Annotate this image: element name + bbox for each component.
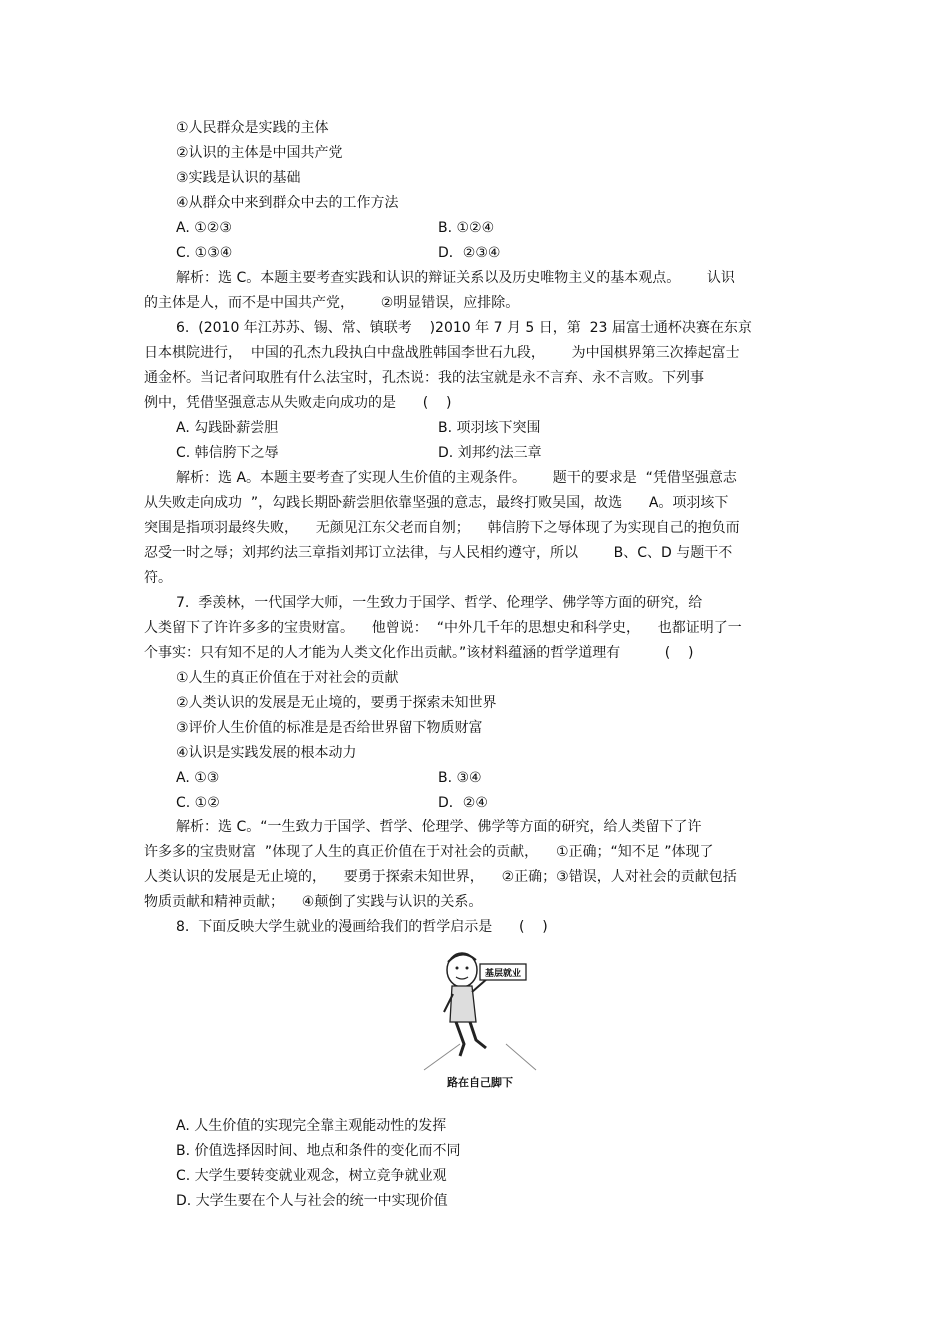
q6-analysis-line-3: 突围是指项羽最终失败， 无颜见江东父老而自刎； 韩信胯下之辱体现了为实现自己的抱负而 bbox=[144, 520, 740, 536]
q7-item-1: ①人生的真正价值在于对社会的贡献 bbox=[176, 670, 399, 686]
q7-stem-line-2: 人类留下了许许多多的宝贵财富。 他曾说： “中外几千年的思想史和科学史， 也都证明了一 bbox=[144, 620, 742, 636]
q7-option-b: B. ③④ bbox=[438, 770, 482, 786]
q7-stem-line-3: 个事实：只有知不足的人才能为人类文化作出贡献。”该材料蕴涵的哲学道理有 ( ) bbox=[144, 645, 694, 661]
q8-option-d: D. 大学生要在个人与社会的统一中实现价值 bbox=[176, 1193, 448, 1209]
q8-option-a: A. 人生价值的实现完全靠主观能动性的发挥 bbox=[176, 1118, 447, 1134]
q5-analysis-line-2: 的主体是人，而不是中国共产党， ②明显错误，应排除。 bbox=[144, 295, 520, 311]
q6-option-c: C. 韩信胯下之辱 bbox=[176, 445, 279, 461]
cartoon-caption: 路在自己脚下 bbox=[447, 1076, 513, 1089]
q6-stem-line-2: 日本棋院进行， 中国的孔杰九段执白中盘战胜韩国李世石九段， 为中国棋界第三次捧起富士 bbox=[144, 345, 740, 361]
q7-analysis-line-3: 人类认识的发展是无止境的， 要勇于探索未知世界， ②正确；③错误，人对社会的贡献包括 bbox=[144, 869, 737, 885]
q6-stem-line-1: 6. (2010 年江苏苏、锡、常、镇联考 )2010 年 7 月 5 日，第 23 届富士通杯决赛在东京 bbox=[176, 320, 752, 336]
q6-stem-line-3: 通金杯。当记者问取胜有什么法宝时，孔杰说：我的法宝就是永不言弃、永不言败。下列事 bbox=[144, 370, 704, 386]
q5-option-b: B. ①②④ bbox=[438, 220, 495, 236]
q7-option-d: D．②④ bbox=[438, 795, 488, 811]
q5-item-1: ①人民群众是实践的主体 bbox=[176, 120, 329, 136]
q5-option-d: D．②③④ bbox=[438, 245, 501, 261]
q8-option-c: C. 大学生要转变就业观念，树立竞争就业观 bbox=[176, 1168, 447, 1184]
q7-analysis-line-2: 许多多的宝贵财富 ”体现了人生的真正价值在于对社会的贡献， ①正确；“知不足 ”体现了 bbox=[144, 844, 714, 860]
q5-item-4: ④从群众中来到群众中去的工作方法 bbox=[176, 195, 399, 211]
cartoon-drawing bbox=[420, 944, 540, 1072]
q7-analysis-line-4: 物质贡献和精神贡献； ④颠倒了实践与认识的关系。 bbox=[144, 894, 483, 910]
q7-item-2: ②人类认识的发展是无止境的，要勇于探索未知世界 bbox=[176, 695, 497, 711]
q5-option-a: A. ①②③ bbox=[176, 220, 232, 236]
q5-item-3: ③实践是认识的基础 bbox=[176, 170, 301, 186]
q6-analysis-line-1: 解析：选 A。本题主要考查了实现人生价值的主观条件。 题干的要求是 “凭借坚强意志 bbox=[176, 470, 737, 486]
q8-stem: 8. 下面反映大学生就业的漫画给我们的哲学启示是 ( ) bbox=[176, 919, 548, 935]
q6-analysis-line-5: 符。 bbox=[144, 570, 172, 586]
q6-option-d: D. 刘邦约法三章 bbox=[438, 445, 542, 461]
q8-option-b: B. 价值选择因时间、地点和条件的变化而不同 bbox=[176, 1143, 461, 1159]
q6-option-a: A. 勾践卧薪尝胆 bbox=[176, 420, 279, 436]
q7-option-c: C. ①② bbox=[176, 795, 220, 811]
q7-analysis-line-1: 解析：选 C。“一生致力于国学、哲学、伦理学、佛学等方面的研究，给人类留下了许 bbox=[176, 819, 702, 835]
q6-option-b: B. 项羽垓下突围 bbox=[438, 420, 541, 436]
cartoon-sign-text: 基层就业 bbox=[484, 969, 522, 979]
q6-analysis-line-2: 从失败走向成功 ”，勾践长期卧薪尝胆依靠坚强的意志，最终打败吴国，故选 A。项羽垓下 bbox=[144, 495, 729, 511]
q5-item-2: ②认识的主体是中国共产党 bbox=[176, 145, 343, 161]
q7-stem-line-1: 7. 季羡林，一代国学大师，一生致力于国学、哲学、伦理学、佛学等方面的研究，给 bbox=[176, 595, 703, 611]
q6-analysis-line-4: 忍受一时之辱；刘邦约法三章指刘邦订立法律，与人民相约遵守，所以 B、C、D 与题干不 bbox=[144, 545, 733, 561]
q6-stem-line-4: 例中，凭借坚强意志从失败走向成功的是 ( ) bbox=[144, 395, 452, 411]
q5-option-c: C. ①③④ bbox=[176, 245, 233, 261]
cartoon-figure bbox=[420, 944, 540, 1100]
q7-item-3: ③评价人生价值的标准是是否给世界留下物质财富 bbox=[176, 720, 483, 736]
q7-option-a: A. ①③ bbox=[176, 770, 220, 786]
q5-analysis-line-1: 解析：选 C。本题主要考查实践和认识的辩证关系以及历史唯物主义的基本观点。 认识 bbox=[176, 270, 735, 286]
q7-item-4: ④认识是实践发展的根本动力 bbox=[176, 745, 357, 761]
